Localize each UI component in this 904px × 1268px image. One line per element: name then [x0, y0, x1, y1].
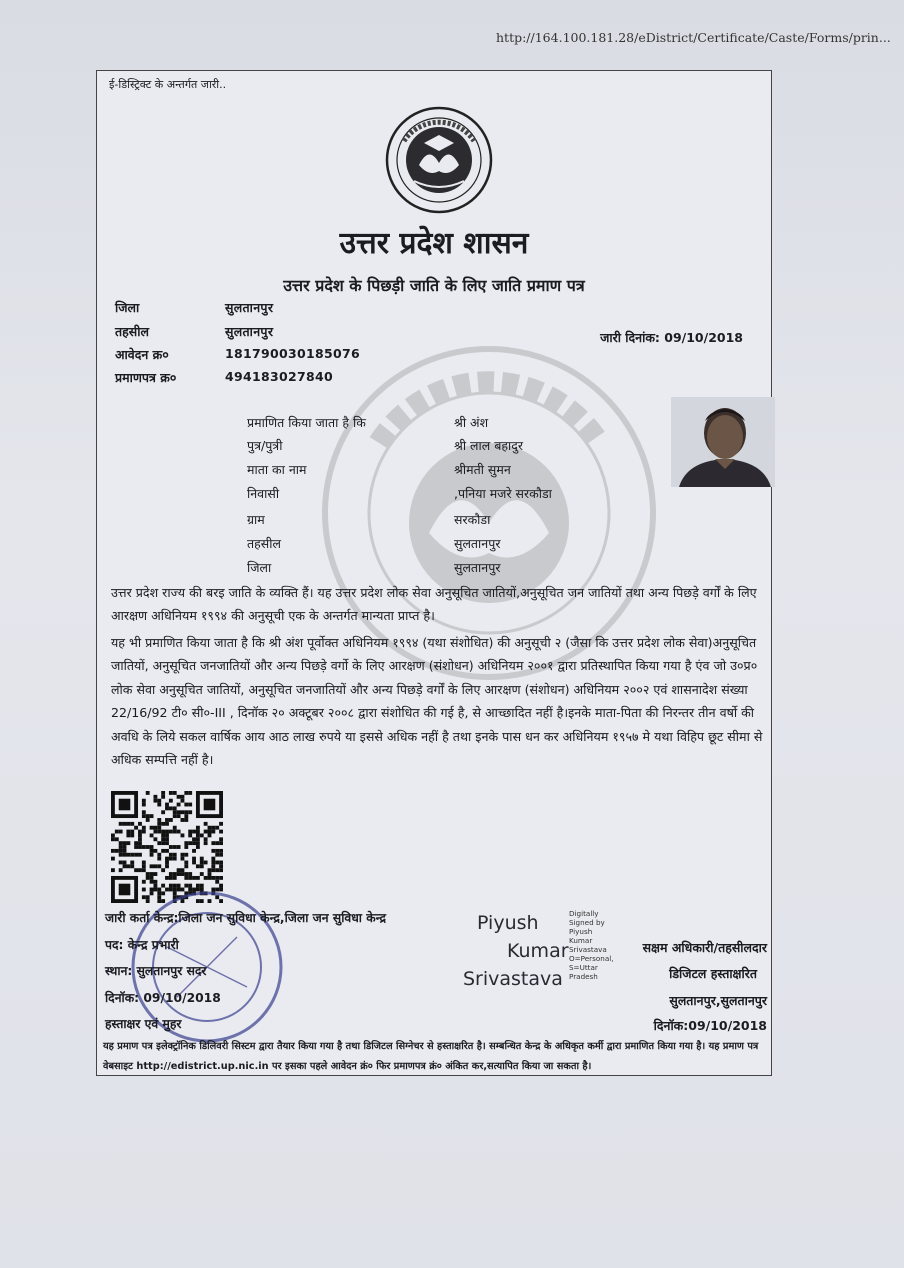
tehsil-value: सुलतानपुर: [225, 324, 274, 339]
field-label-certified: प्रमाणित किया जाता है कि: [247, 415, 366, 430]
certificate-number: 494183027840: [225, 369, 333, 384]
sig-detail: Srivastava: [569, 945, 607, 954]
field-value-resident: ,पनिया मजरे सरकौडा: [454, 486, 552, 501]
issuer-post: पद: केन्द्र प्रभारी: [105, 938, 179, 952]
issue-date: जारी दिनांक: 09/10/2018: [600, 330, 743, 345]
sig-detail: Signed by: [569, 918, 605, 927]
field-label-district: जिला: [247, 560, 272, 575]
district-label: जिला: [115, 300, 140, 315]
issuer-date: दिनॉक: 09/10/2018: [105, 991, 221, 1005]
field-value-father: श्री लाल बहादुर: [454, 438, 523, 453]
issuer-place: स्थान: सुलतानपुर सदर: [105, 964, 207, 978]
field-label-mother: माता का नाम: [247, 462, 307, 477]
paragraph-caste: उत्तर प्रदेश राज्य की बरइ जाति के व्यक्ति हैं। यह उत्तर प्रदेश लोक सेवा अनुसूचित जातियों,अनुसूचित जन जातियों तथा अन्य पिछड़े वर्गों के लिए आरक्षण अधिनियम १९९४ की अनुसूची एक के अन्तर्गत मान्यता प्राप्त है।: [111, 585, 757, 624]
district-value: सुलतानपुर: [225, 300, 274, 315]
field-label-village: ग्राम: [247, 512, 265, 527]
document-title: उत्तर प्रदेश शासन: [339, 226, 529, 261]
paragraph-certification: यह भी प्रमाणित किया जाता है कि श्री अंश पूर्वोक्त अधिनियम १९९४ (यथा संशोधित) की अनुसूची २ (जैसा कि उत्तर प्रदेश लोक सेवा)अनुसूचित जातियों, अनुसूचित जनजातियों और अन्य पिछड़े वर्गो के लिए आरक्षण (संशोधन) अधिनियम २००१ द्वारा प्रतिस्थापित किया गया है एंव जो उ०प्र० लोक सेवा अनुसूचित जातियों, अनुसूचित जनजातियों और अन्य पिछड़े वर्गों के लिए आरक्षण (संशोधन) अधिनियम २००२ एवं शासनादेश संख्या 22/16/92 टी० सी०-III , दिनॉक २० अक्टूबर २००८ द्वारा संशोधित की गई है, से आच्छादित नहीं है।इनके माता-पिता की निरन्तर तीन वर्षो की अवधि के लिये सकल वार्षिक आय आठ लाख रुपये या इससे अधिक नहीं है तथा इनके पास धन कर अधिनियम १९५७ मे यथा विहिप छूट सीमा से अधिक सम्पत्ति नहीं है।: [111, 635, 763, 768]
top-note: ई-डिस्ट्रिक्ट के अन्तर्गत जारी..: [109, 78, 227, 91]
tehsil-label: तहसील: [115, 324, 149, 339]
issuer-signature: हस्ताक्षर एवं मुहर: [105, 1017, 182, 1031]
sig-detail: Kumar: [569, 936, 593, 945]
sig-detail: S=Uttar: [569, 963, 598, 972]
application-number: 181790030185076: [225, 346, 360, 361]
applicant-photo: [671, 397, 775, 487]
signer-middle-name: Kumar: [507, 940, 569, 962]
field-value-district: सुलतानपुर: [454, 560, 501, 575]
application-label: आवेदन क्र०: [115, 347, 169, 362]
signer-last-name: Srivastava: [463, 968, 563, 990]
person-photo-icon: [671, 397, 775, 487]
certificate-label: प्रमाणपत्र क्र०: [115, 370, 177, 385]
sig-detail: O=Personal,: [569, 954, 614, 963]
document-subtitle: उत्तर प्रदेश के पिछड़ी जाति के लिए जाति प्रमाण पत्र: [283, 276, 585, 295]
field-value-tehsil: सुलतानपुर: [454, 536, 501, 551]
state-emblem-icon: [384, 105, 494, 215]
footer-note: यह प्रमाण पत्र इलेक्ट्रॉनिक डिलिवरी सिस्टम द्वारा तैयार किया गया है तथा डिजिटल सिग्नेचर से हस्ताक्षरित है। सम्बन्धित केन्द्र के अधिकृत कर्मी द्वारा प्रमाणित किया गया है। यह प्रमाण पत्र वेबसाइट http://edistrict.up.nic.in पर इसका पहले आवेदन क्रं० फिर प्रमाणपत्र क्रं० अंकित कर,सत्यापित किया जा सकता है।: [103, 1041, 759, 1072]
sig-detail: Digitally: [569, 909, 599, 918]
digital-signed-label: डिजिटल हस्ताक्षरित: [669, 966, 757, 981]
field-value-mother: श्रीमती सुमन: [454, 462, 511, 477]
field-label-resident: निवासी: [247, 486, 280, 501]
sig-detail: Piyush: [569, 927, 593, 936]
field-value-name: श्री अंश: [454, 415, 489, 430]
field-label-son-daughter: पुत्र/पुत्री: [247, 438, 283, 453]
digital-signature-details: [569, 909, 614, 981]
signer-first-name: Piyush: [477, 912, 539, 934]
sig-detail: Pradesh: [569, 972, 598, 981]
field-label-tehsil: तहसील: [247, 536, 281, 551]
field-value-village: सरकौडा: [454, 512, 491, 527]
authority-date: दिनॉक:09/10/2018: [653, 1018, 767, 1033]
authority-place: सुलतानपुर,सुलतानपुर: [669, 993, 767, 1008]
digital-signature-name: [463, 909, 569, 993]
certificate-frame: [96, 70, 772, 1076]
issuing-center: जारी कर्ता केन्द्र:जिला जन सुविधा केन्द्र,जिला जन सुविधा केन्द्र: [105, 911, 387, 925]
competent-authority: सक्षम अधिकारी/तहसीलदार: [642, 940, 767, 955]
browser-url: http://164.100.181.28/eDistrict/Certificate/Caste/Forms/prin...: [496, 30, 891, 45]
